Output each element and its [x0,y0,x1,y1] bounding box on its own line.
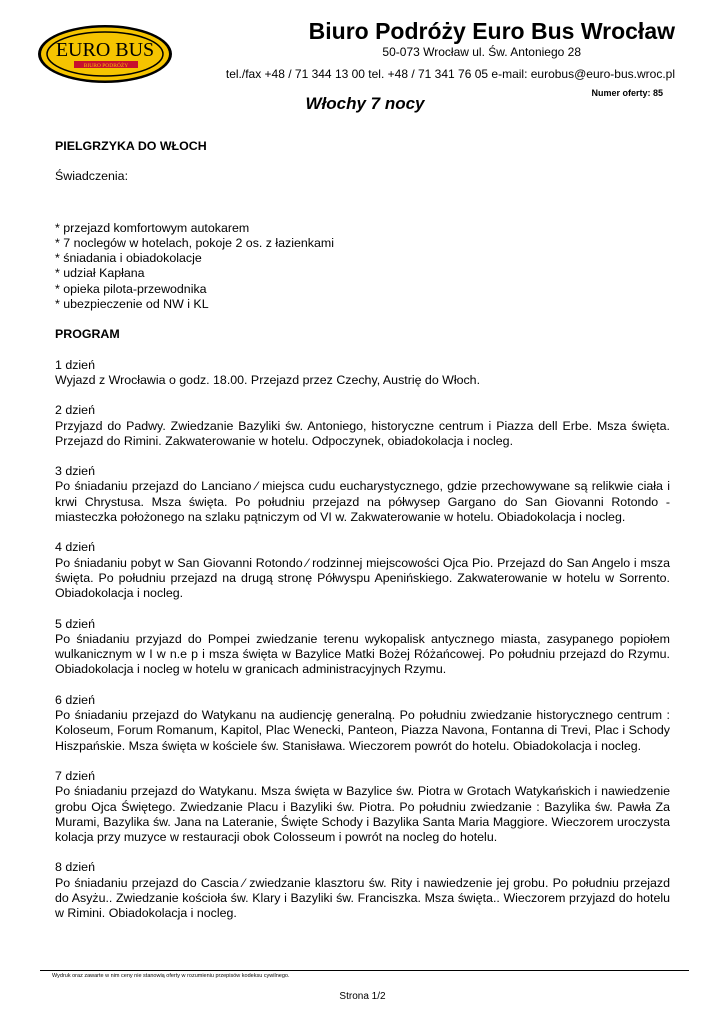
day-description: Po śniadaniu przejazd do Watykanu. Msza święta w Bazylice św. Piotra w Grotach Watykańskich i nawiedzenie grobu Ojca Świętego. Zwiedzanie Placu i Bazyliki św. Piotra. Po południu zwiedzanie : Bazylika św. Pawła Za Murami, Bazylika św. Jana na Lateranie, Święte Schody i Bazylika Santa Maria Maggiore. Wieczorem uroczysta kolacja przy muzyce w restauracji obok Colosseum i powrót na nocleg do hotelu. [55,784,670,845]
logo-subtext: BIURO PODRÓŻY [83,63,129,69]
program-day-5 [55,617,670,678]
program-day-6 [55,693,670,754]
day-label: 1 dzień [55,357,95,372]
day-label: 2 dzień [55,403,95,418]
program-day-4 [55,540,670,601]
day-description: Wyjazd z Wrocławia o godz. 18.00. Przejazd przez Czechy, Austrię do Włoch. [55,372,481,387]
company-name: Biuro Podróży Euro Bus Wrocław [308,18,675,44]
services-label: Świadczenia: [55,169,129,184]
company-address: 50-073 Wrocław ul. Św. Antoniego 28 [382,45,581,59]
day-description: Po śniadaniu pobyt w San Giovanni Rotondo ⁄ rodzinnej miejscowości Ojca Pio. Przejazd do San Angelo i msza święta. Po południu przejazd na drugą stronę Półwyspu Apenińskiego. Zakwaterowanie w hotelu w Sorrento. Obiadokolacja i nocleg. [55,555,670,601]
program-day-1 [55,358,670,389]
company-contact: tel./fax +48 / 71 344 13 00 tel. +48 / 71 341 76 05 e-mail: eurobus@euro-bus.wroc.pl [225,67,675,81]
day-description: Po śniadaniu przejazd do Watykanu na audiencję generalną. Po południu zwiedzanie historycznego centrum : Koloseum, Forum Romanum, Kapitol, Plac Wenecki, Panteon, Piazza Navona, Fontanna di Trevi, Plac i Schody Hiszpańskie. Msza święta w kościele św. Stanisława. Wieczorem powrót do hotelu. Obiadokolacja i nocleg. [55,708,670,753]
service-item: * przejazd komfortowym autokarem [55,220,250,235]
day-description: Po śniadaniu przejazd do Lanciano ⁄ miejsca cudu eucharystycznego, gdzie przechowywane są relikwie ciała i krwi Chrystusa. Msza święta. Po południu przejazd na półwysep Gargano do San Giovanni Rotondo - miasteczka położonego na szlaku pątniczym od VI w. Zakwaterowanie w hotelu. Obiadokolacja i nocleg. [55,479,670,525]
service-item: * 7 noclegów w hotelach, pokoje 2 os. z łazienkami [55,235,334,250]
service-item: * opieka pilota-przewodnika [55,281,207,296]
offer-number: Numer oferty: 85 [591,88,663,98]
program-day-7 [55,769,670,845]
day-label: 8 dzień [55,860,95,875]
program-day-8 [55,860,670,921]
offer-title: Włochy 7 nocy [305,94,425,113]
day-description: Po śniadaniu przejazd do Cascia ⁄ zwiedzanie klasztoru św. Rity i nawiedzenie jej grobu. Po południu przejazd do Asyżu.. Zwiedzanie kościoła św. Klary i Bazyliki św. Franciszka. Msza święta.. Wieczorem przyjazd do hotelu w Rimini. Obiadokolacja i nocleg. [55,875,670,921]
service-item: * ubezpieczenie od NW i KL [55,297,209,312]
document-body [55,139,670,937]
day-label: 5 dzień [55,616,95,631]
page-number: Strona 1/2 [339,991,386,1002]
service-item: * udział Kapłana [55,266,145,281]
footer-disclaimer: Wydruk oraz zawarte w nim ceny nie stanowią oferty w rozumieniu przepisów kodeksu cywilnego. [52,973,290,979]
footer-divider [40,970,689,971]
program-heading: PROGRAM [55,327,120,342]
day-label: 3 dzień [55,464,95,479]
services-list [55,221,670,313]
day-label: 7 dzień [55,768,95,783]
day-description: Po śniadaniu przyjazd do Pompei zwiedzanie terenu wykopalisk antycznego miasta, zasypanego popiołem wulkanicznym w I w n.e p i msza święta w Bazylice Matki Bożej Różańcowej. Po południu przejazd do Rzymu. Obiadokolacja i nocleg w hotelu w granicach administracyjnych Rzymu. [55,631,670,677]
day-label: 6 dzień [55,692,95,707]
logo-text: EURO BUS [55,39,155,61]
program-day-3 [55,464,670,525]
trip-title: PIELGRZYKA DO WŁOCH [55,139,207,153]
day-description: Przyjazd do Padwy. Zwiedzanie Bazyliki św. Antoniego, historyczne centrum i Piazza dell Erbe. Msza święta. Przejazd do Rimini. Zakwaterowanie w hotelu. Odpoczynek, obiadokolacja i nocleg. [55,418,670,448]
day-label: 4 dzień [55,540,95,555]
program-day-2 [55,403,670,449]
service-item: * śniadania i obiadokolacje [55,251,202,266]
